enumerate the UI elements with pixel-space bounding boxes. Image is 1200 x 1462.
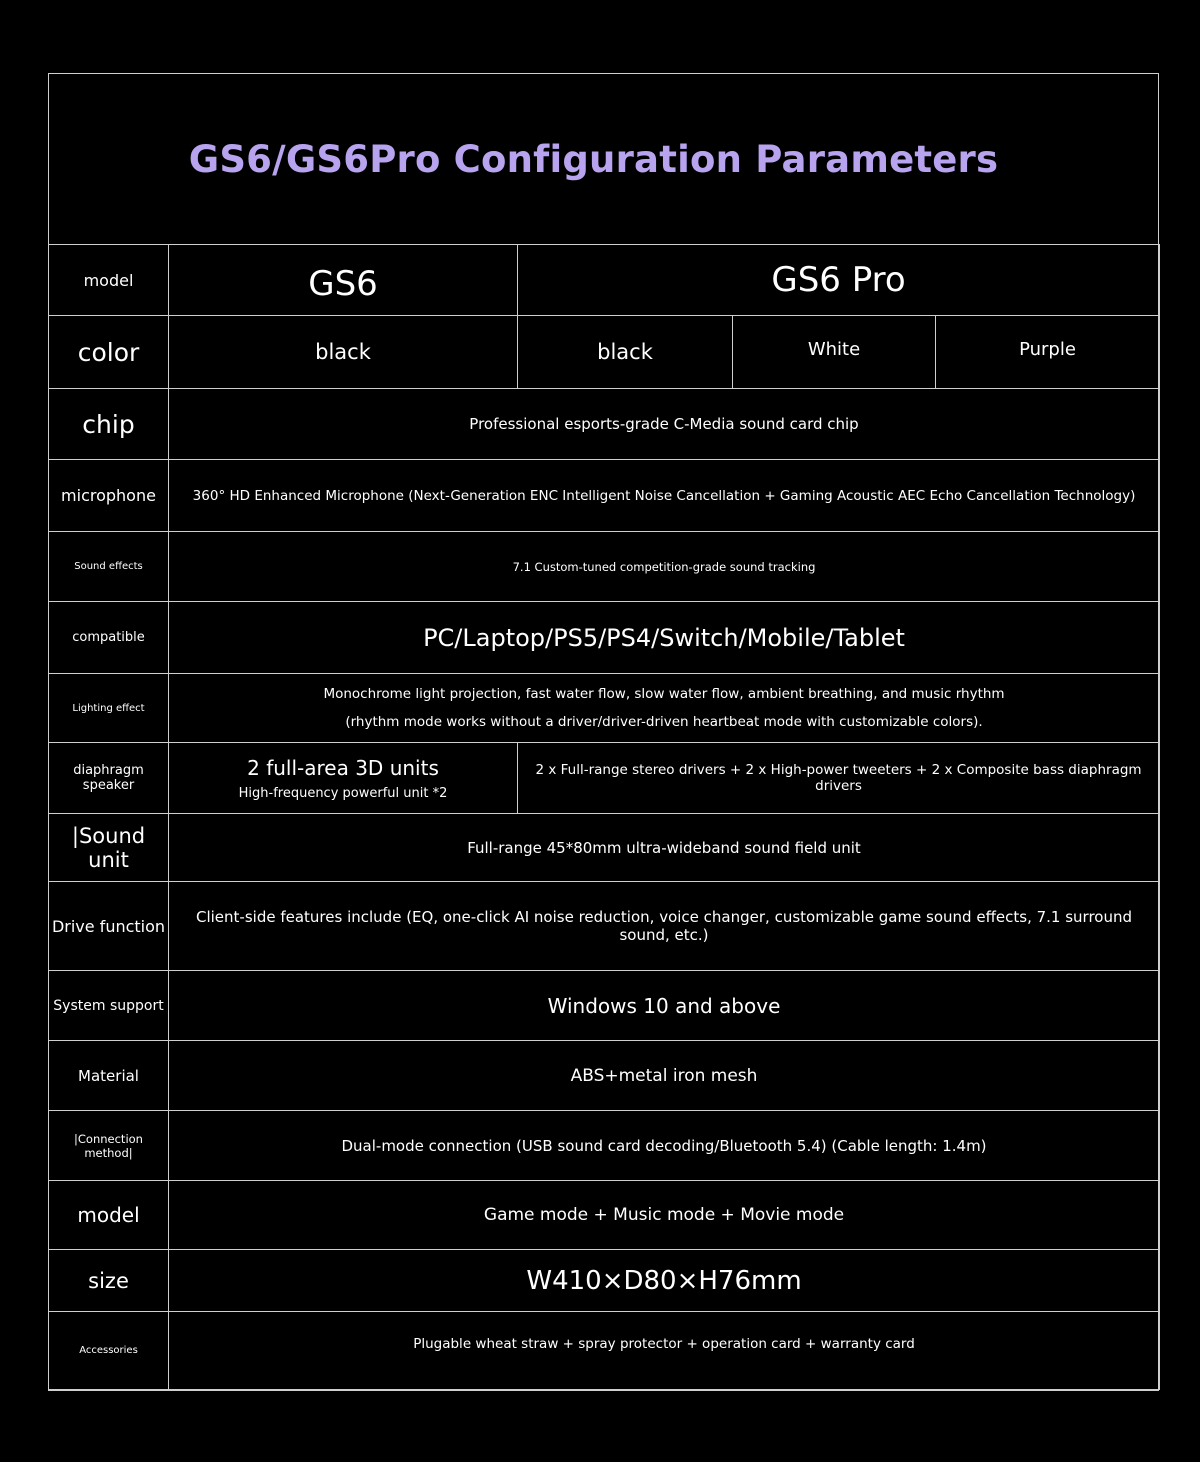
lighting-line-2: (rhythm mode works without a driver/driver-driven heartbeat mode with customizable colors). — [345, 714, 983, 730]
table-row-size — [49, 1250, 1160, 1312]
row-label: |Connection method| — [49, 1111, 169, 1181]
lighting-value — [169, 674, 1160, 743]
color-pro-black: black — [518, 316, 733, 389]
table-row-chip — [49, 389, 1160, 460]
table-row-accessories — [49, 1312, 1160, 1390]
accessories-value: Plugable wheat straw + spray protector + operation card + warranty card — [169, 1312, 1160, 1390]
table-row-sound-effects — [49, 532, 1160, 602]
title-area — [49, 74, 1158, 245]
table-row-system — [49, 971, 1160, 1041]
microphone-value: 360° HD Enhanced Microphone (Next-Generation ENC Intelligent Noise Cancellation + Gaming Acoustic AEC Echo Cancellation Technology) — [169, 460, 1160, 532]
drive-value: Client-side features include (EQ, one-click AI noise reduction, voice changer, customizable game sound effects, 7.1 surround sound, etc.) — [169, 882, 1160, 971]
row-label: diaphragm speaker — [49, 743, 169, 814]
row-label: compatible — [49, 602, 169, 674]
compatible-value: PC/Laptop/PS5/PS4/Switch/Mobile/Tablet — [169, 602, 1160, 674]
row-label: microphone — [49, 460, 169, 532]
row-label: model — [49, 245, 169, 316]
row-label: System support — [49, 971, 169, 1041]
lighting-line-1: Monochrome light projection, fast water flow, slow water flow, ambient breathing, and music rhythm — [323, 686, 1005, 702]
row-label: Lighting effect — [49, 674, 169, 743]
row-label: |Sound unit — [49, 814, 169, 882]
page-title: GS6/GS6Pro Configuration Parameters — [188, 138, 999, 181]
model-gs6: GS6 — [169, 245, 518, 316]
row-label: size — [49, 1250, 169, 1312]
material-value: ABS+metal iron mesh — [169, 1041, 1160, 1111]
table-row-sound-unit — [49, 814, 1160, 882]
size-value: W410×D80×H76mm — [169, 1250, 1160, 1312]
row-label: Sound effects — [49, 532, 169, 602]
diaphragm-gs6-sub: High-frequency powerful unit *2 — [238, 785, 448, 801]
table-row-lighting — [49, 674, 1160, 743]
table-row-material — [49, 1041, 1160, 1111]
color-pro-white: White — [733, 316, 936, 389]
mode-value: Game mode + Music mode + Movie mode — [169, 1181, 1160, 1250]
sound-unit-value: Full-range 45*80mm ultra-wideband sound field unit — [169, 814, 1160, 882]
row-label: Material — [49, 1041, 169, 1111]
row-label: chip — [49, 389, 169, 460]
table-row-microphone — [49, 460, 1160, 532]
spec-table-frame — [48, 73, 1159, 1391]
row-label: model — [49, 1181, 169, 1250]
table-row-drive — [49, 882, 1160, 971]
row-label: Drive function — [49, 882, 169, 971]
table-row-color — [49, 316, 1160, 389]
model-gs6pro: GS6 Pro — [518, 245, 1160, 316]
row-label: color — [49, 316, 169, 389]
table-row-mode — [49, 1181, 1160, 1250]
color-gs6-black: black — [169, 316, 518, 389]
sound-effects-value: 7.1 Custom-tuned competition-grade sound tracking — [169, 532, 1160, 602]
table-row-compatible — [49, 602, 1160, 674]
chip-value: Professional esports-grade C-Media sound card chip — [169, 389, 1160, 460]
diaphragm-gs6-main: 2 full-area 3D units — [247, 755, 439, 780]
table-row-diaphragm — [49, 743, 1160, 814]
table-row-model — [49, 245, 1160, 316]
diaphragm-gs6pro: 2 x Full-range stereo drivers + 2 x High-power tweeters + 2 x Composite bass diaphragm drivers — [518, 743, 1160, 814]
color-pro-purple: Purple — [936, 316, 1160, 389]
connection-value: Dual-mode connection (USB sound card decoding/Bluetooth 5.4) (Cable length: 1.4m) — [169, 1111, 1160, 1181]
spec-table — [48, 244, 1160, 1390]
row-label: Accessories — [49, 1312, 169, 1390]
system-value: Windows 10 and above — [169, 971, 1160, 1041]
table-row-connection — [49, 1111, 1160, 1181]
diaphragm-gs6 — [169, 743, 518, 814]
